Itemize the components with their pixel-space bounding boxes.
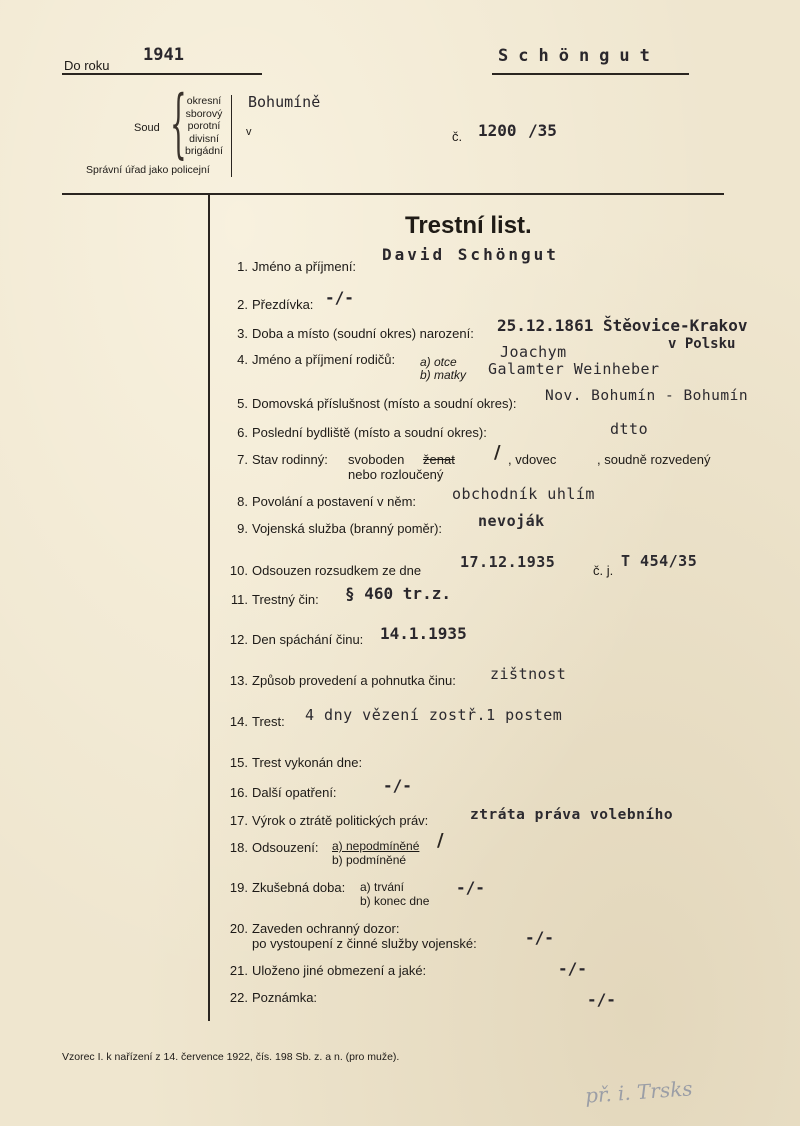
conviction-unconditional: a) nepodmíněné: [332, 839, 420, 853]
item-label: Trest vykonán dne:: [252, 755, 363, 770]
item-label: Zaveden ochranný dozor:: [252, 921, 400, 936]
restriction-value: -/-: [558, 959, 587, 978]
probation-end-label: b) konec dne: [360, 894, 430, 908]
item-number: 11.: [230, 592, 248, 607]
case-number: T 454/35: [621, 552, 698, 570]
mother-value: Galamter Weinheber: [488, 360, 660, 378]
political-rights-value: ztráta práva volebního: [470, 807, 674, 823]
probation-duration-label: a) trvání: [360, 880, 405, 894]
item-number: 18.: [229, 840, 248, 855]
cj-label: č. j.: [593, 563, 614, 578]
item-number: 2.: [237, 297, 248, 312]
item-label: Uloženo jiné obmezení a jaké:: [252, 963, 427, 978]
item-label: Trest:: [252, 714, 285, 729]
header-separator: [62, 193, 724, 195]
item-number: 15.: [229, 755, 248, 770]
item-label: Stav rodinný:: [252, 452, 328, 467]
conviction-conditional: b) podmíněné: [332, 853, 407, 867]
name-value: David Schöngut: [382, 245, 559, 264]
status-zenat: ženat: [423, 452, 455, 467]
nickname-value: -/-: [325, 288, 354, 307]
item-number: 7.: [237, 452, 248, 467]
item-number: 3.: [237, 326, 248, 341]
item-label: Trestný čin:: [252, 592, 319, 607]
item-number: 10.: [229, 563, 248, 578]
v-label: v: [246, 126, 252, 138]
supervision-value: -/-: [525, 928, 554, 947]
item-number: 16.: [229, 785, 248, 800]
measures-value: -/-: [383, 776, 412, 795]
probation-value: -/-: [456, 878, 485, 897]
item-number: 4.: [237, 352, 248, 367]
item-number: 17.: [229, 813, 248, 828]
note-value: -/-: [587, 990, 616, 1009]
item-label: Doba a místo (soudní okres) narození:: [252, 326, 474, 341]
occupation-value: obchodník uhlím: [452, 485, 595, 503]
verdict-date: 17.12.1935: [460, 553, 556, 571]
item-number: 13.: [229, 673, 248, 688]
status-vdovec: , vdovec: [508, 452, 557, 467]
year-underline: [62, 73, 262, 75]
form-footer: Vzorec I. k nařízení z 14. července 1922, čís. 198 Sb. z. a n. (pro muže).: [62, 1051, 400, 1063]
court-place: Bohumíně: [248, 93, 321, 111]
document-title: Trestní list.: [405, 212, 532, 239]
court-type: okresní: [186, 95, 222, 107]
surname-header: Schöngut: [498, 46, 660, 66]
mother-label: b) matky: [420, 368, 467, 382]
item-label: Odsouzen rozsudkem ze dne: [252, 563, 422, 578]
item-number: 1.: [237, 259, 248, 274]
item-number: 8.: [237, 494, 248, 509]
military-value: nevoják: [478, 512, 545, 530]
item-label: Den spáchání činu:: [252, 632, 364, 647]
item-label: Poslední bydliště (místo a soudní okres):: [252, 425, 487, 440]
offense-date: 14.1.1935: [380, 624, 467, 643]
item-number: 21.: [229, 963, 248, 978]
item-number: 14.: [229, 714, 248, 729]
item-number: 6.: [237, 425, 248, 440]
cislo-value: 1200: [478, 121, 517, 140]
item-label: Vojenská služba (branný poměr):: [252, 521, 443, 536]
item-label: Odsouzení:: [252, 840, 319, 855]
check-mark: /: [494, 442, 501, 463]
cislo-suffix: /35: [528, 121, 557, 140]
item-label: Zkušebná doba:: [252, 880, 346, 895]
item-label: Poznámka:: [252, 990, 318, 1005]
handwritten-signature: př. i. Trsks: [584, 1076, 694, 1108]
item-label: Jméno a příjmení rodičů:: [252, 352, 396, 367]
item-label: Povolání a postavení v něm:: [252, 494, 417, 509]
residence-value: dtto: [610, 420, 649, 438]
cislo-label: č.: [452, 129, 463, 144]
item-label: Způsob provedení a pohnutka činu:: [252, 673, 456, 688]
soud-label: Soud: [134, 122, 160, 134]
status-rozloucen: nebo rozloučený: [348, 467, 444, 482]
item-number: 9.: [237, 521, 248, 536]
court-type: divisní: [189, 132, 219, 145]
surname-underline: [492, 73, 689, 75]
status-rozvedeny: , soudně rozvedený: [597, 452, 711, 467]
item-label-2: po vystoupení z činné služby vojenské:: [252, 936, 477, 951]
item-number: 20.: [229, 921, 248, 936]
sentence-value: 4 dny vězení zostř.1 postem: [305, 706, 563, 724]
motive-value: zištnost: [490, 665, 567, 683]
court-type: brigádní: [185, 145, 223, 157]
court-type: porotní: [187, 120, 221, 132]
birth-value-2: v Polsku: [668, 336, 736, 352]
court-types: [180, 95, 228, 158]
year-value: 1941: [143, 45, 184, 65]
item-label: Jméno a příjmení:: [252, 259, 357, 274]
left-margin-rule: [208, 195, 210, 1021]
do-roku-label: Do roku: [64, 58, 110, 73]
item-number: 5.: [237, 396, 248, 411]
father-label: a) otce: [420, 355, 457, 369]
item-number: 12.: [229, 632, 248, 647]
check-mark: /: [437, 830, 444, 851]
brace-left: {: [170, 79, 187, 167]
item-label: Výrok o ztrátě politických práv:: [252, 813, 429, 828]
item-label: Další opatření:: [252, 785, 337, 800]
court-type: sborový: [185, 107, 223, 120]
offense-value: § 460 tr.z.: [345, 584, 451, 603]
item-label: Domovská příslušnost (místo a soudní okres):: [252, 396, 517, 411]
status-svoboden: svoboden: [348, 452, 405, 467]
item-number: 19.: [229, 880, 248, 895]
father-value: Joachym: [500, 343, 567, 361]
domicile-value: Nov. Bohumín - Bohumín: [545, 388, 749, 404]
birth-value: 25.12.1861 Štěovice-Krakov: [497, 316, 748, 335]
header-divider: [231, 95, 232, 177]
item-number: 22.: [229, 990, 248, 1005]
item-label: Přezdívka:: [252, 297, 314, 312]
spravni-urad-label: Správní úřad jako policejní: [86, 164, 210, 176]
